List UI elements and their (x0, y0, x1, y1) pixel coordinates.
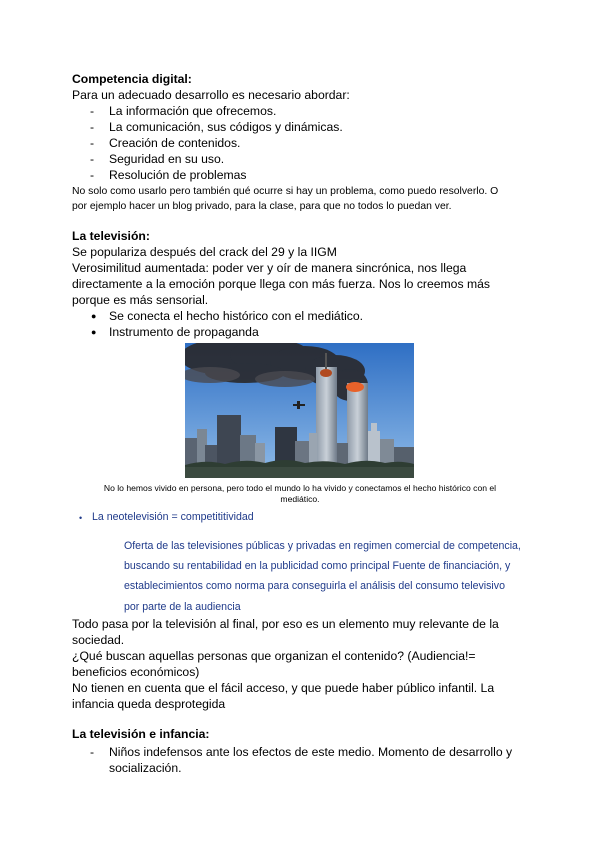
list-item-text: Niños indefensos ante los efectos de este medio. Momento de desarrollo y (109, 745, 513, 759)
neotelevision-definition-line: Oferta de las televisiones públicas y privadas en regimen comercial de competencia, (124, 540, 521, 552)
neotelevision-definition-line: establecimientos como norma para conseguirla el análisis del consumo televisivo (124, 580, 505, 592)
paragraph-line: ¿Qué buscan aquellas personas que organizan el contenido? (Audiencia!= (72, 649, 476, 663)
paragraph-line: sociedad. (72, 633, 125, 647)
twin-towers-photo (185, 343, 414, 478)
list-item-text: Resolución de problemas (109, 168, 247, 182)
paragraph-line: infancia queda desprotegida (72, 697, 226, 711)
neotelevision-definition-line: por parte de la audiencia (124, 601, 241, 613)
neotelevision-definition-line: buscando su rentabilidad en la publicidad como principal Fuente de financiación, y (124, 560, 511, 572)
dash-marker: - (90, 120, 95, 134)
paragraph-line: Verosimilitud aumentada: poder ver y oír de manera sincrónica, nos llega (72, 261, 467, 275)
heading-competencia-digital: Competencia digital: (72, 72, 192, 86)
heading-television-e-infancia: La televisión e infancia: (72, 727, 210, 741)
bullet-dot: ● (91, 311, 97, 321)
heading-la-television: La televisión: (72, 229, 150, 243)
note-line-1: No solo como usarlo pero también qué ocurre si hay un problema, como puedo resolverlo. O (72, 186, 499, 197)
bullet-text: Instrumento de propaganda (109, 325, 259, 339)
bullet-dot: ● (91, 327, 97, 337)
note-line-2: por ejemplo hacer un blog privado, para la clase, para que no todos lo puedan ver. (72, 201, 452, 212)
dash-marker: - (90, 168, 95, 182)
paragraph-line: porque es más sensorial. (72, 293, 209, 307)
dash-marker: - (90, 745, 95, 759)
paragraph-line: directamente a la emoción porque llega con más fuerza. Nos lo creemos más (72, 277, 490, 291)
paragraph: Se populariza después del crack del 29 y la IIGM (72, 245, 337, 259)
list-item-text: Creación de contenidos. (109, 136, 241, 150)
dash-marker: - (90, 104, 95, 118)
list-item-text: Seguridad en su uso. (109, 152, 225, 166)
paragraph-line: beneficios económicos) (72, 665, 200, 679)
list-item-text: socialización. (109, 761, 182, 775)
list-item-text: La comunicación, sus códigos y dinámicas. (109, 120, 343, 134)
bullet-text: Se conecta el hecho histórico con el mediático. (109, 309, 364, 323)
photo-caption-line-2: mediático. (280, 494, 320, 504)
intro-text: Para un adecuado desarrollo es necesario abordar: (72, 88, 350, 102)
list-item-text: La información que ofrecemos. (109, 104, 277, 118)
paragraph-line: Todo pasa por la televisión al final, por eso es un elemento muy relevante de la (72, 617, 499, 631)
dash-marker: - (90, 136, 95, 150)
small-bullet: • (79, 513, 83, 523)
dash-marker: - (90, 152, 95, 166)
paragraph-line: No tienen en cuenta que el fácil acceso, y que puede haber público infantil. La (72, 681, 495, 695)
photo-caption-line-1: No lo hemos vivido en persona, pero todo el mundo lo ha vivido y conectamos el hecho histórico con el (103, 483, 497, 493)
neotelevision-bullet: La neotelevisión = competititividad (92, 511, 254, 523)
